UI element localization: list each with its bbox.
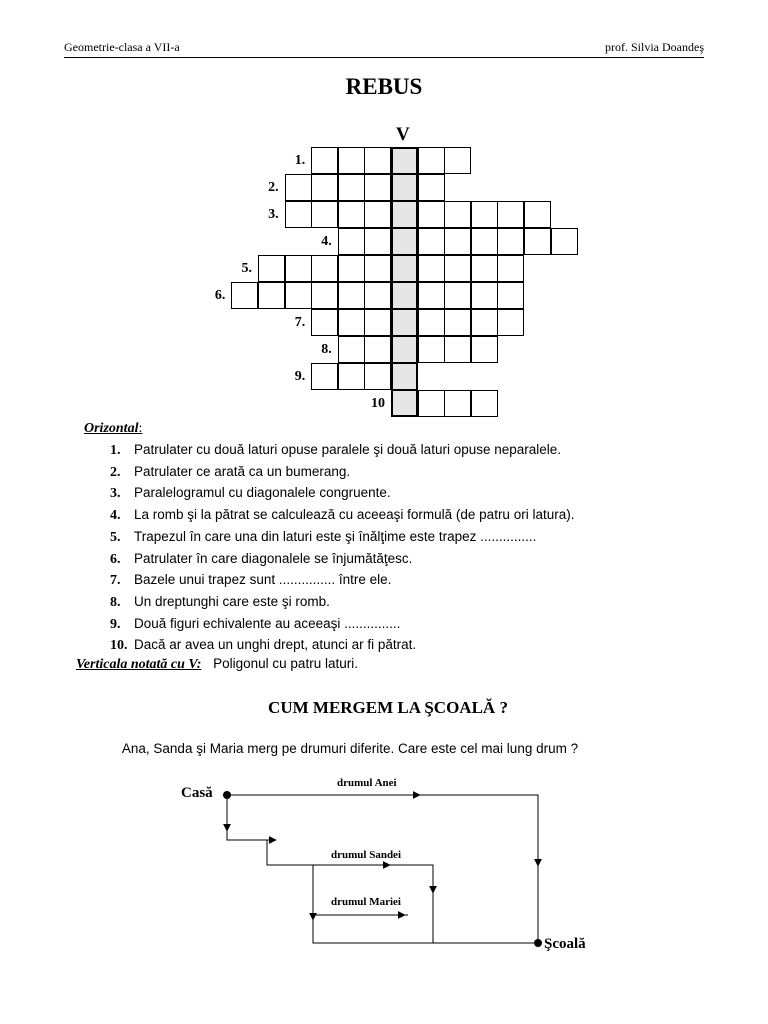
clue-number: 4.: [110, 508, 121, 524]
row-number: 5.: [241, 261, 252, 276]
label-path-sanda: drumul Sandei: [331, 849, 401, 861]
clue-text: Trapezul în care una din laturi este şi înălţime este trapez ...............: [134, 528, 537, 544]
orizontal-heading-text: Orizontal: [84, 421, 139, 436]
orizontal-heading-colon: :: [138, 421, 143, 436]
row-number: 9.: [294, 369, 306, 384]
row-number: 1.: [294, 153, 306, 168]
label-start: Casă: [181, 785, 213, 801]
label-path-ana: drumul Anei: [337, 777, 397, 789]
path-sanda: [227, 795, 538, 943]
vertical-label: V: [396, 124, 410, 145]
header-subject: Geometrie-clasa a VII-a: [64, 40, 180, 54]
clue-number: 9.: [110, 616, 121, 632]
end-dot-icon: [534, 939, 542, 947]
row-number: 6.: [214, 288, 226, 303]
clue-number: 3.: [110, 486, 121, 502]
clue-number: 8.: [110, 594, 121, 610]
clue-text: Dacă ar avea un unghi drept, atunci ar fi pătrat.: [134, 637, 417, 653]
section-question: Ana, Sanda şi Maria merg pe drumuri diferite. Care este cel mai lung drum ?: [121, 741, 579, 756]
clue-number: 1.: [110, 443, 121, 458]
clue-number: 10.: [110, 638, 128, 654]
row-number: 2.: [268, 180, 279, 195]
clue-number: 2.: [110, 464, 121, 480]
clue-text: Bazele unui trapez sunt ............... între ele.: [134, 572, 392, 588]
clue-text: Un dreptunghi care este şi romb.: [134, 593, 330, 609]
clue-text: Două figuri echivalente au aceeaşi ...............: [134, 615, 401, 631]
label-path-maria: drumul Mariei: [331, 896, 401, 908]
clue-number: 5.: [110, 529, 121, 545]
clue-text: La romb şi la pătrat se calculează cu aceeaşi formulă (de patru ori latura).: [134, 507, 575, 523]
clue-number: 7.: [110, 573, 121, 589]
row-number: 3.: [268, 207, 279, 222]
clue-number: 6.: [110, 551, 121, 567]
row-number: 4.: [321, 234, 332, 249]
section-title: CUM MERGEM LA ŞCOALĂ ?: [268, 698, 508, 717]
vertical-clue-label: Verticala notată cu V:: [76, 657, 202, 672]
page-title: REBUS: [345, 74, 423, 99]
label-end: Şcoală: [544, 936, 586, 952]
header-author: prof. Silvia Doandeş: [605, 40, 704, 54]
row-number: 10: [371, 396, 385, 411]
path-ana: [227, 795, 538, 943]
row-number: 7.: [294, 315, 306, 330]
clue-text: Patrulater ce arată ca un bumerang.: [134, 463, 351, 479]
clue-text: Patrulater cu două laturi opuse paralele şi două laturi opuse neparalele.: [134, 442, 562, 457]
start-dot-icon: [223, 791, 231, 799]
vertical-clue-text: Poligonul cu patru laturi.: [213, 656, 358, 671]
clue-text: Paralelogramul cu diagonalele congruente.: [134, 485, 391, 501]
row-number: 8.: [321, 342, 332, 357]
clue-text: Patrulater în care diagonalele se înjumătăţesc.: [134, 550, 413, 566]
